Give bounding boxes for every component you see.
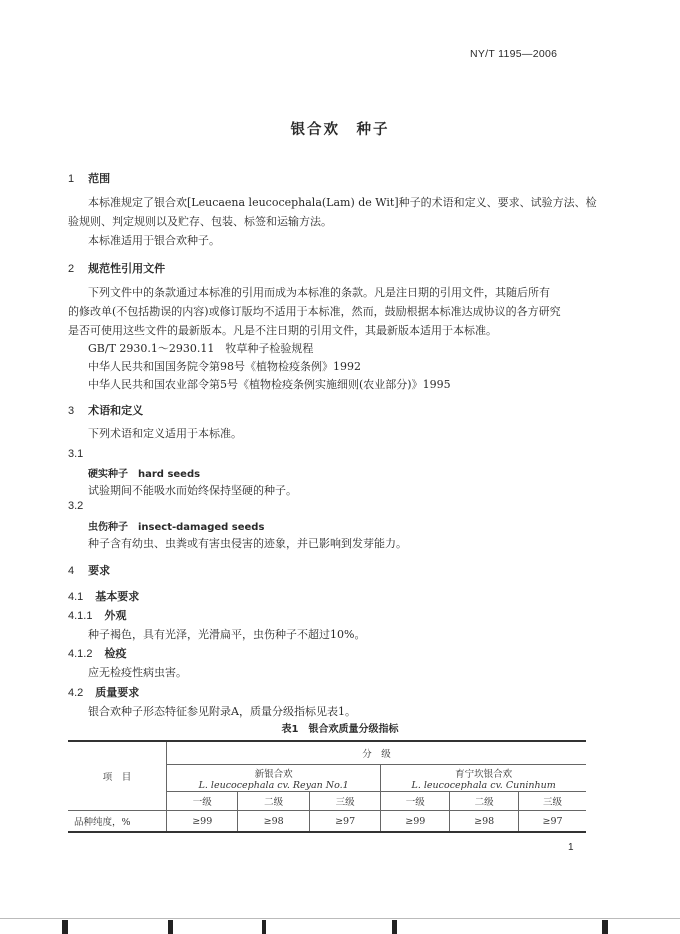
term-name: 虫伤种子 insect-damaged seeds — [88, 522, 265, 533]
binding-mark — [262, 920, 266, 934]
section-4-1-number: 4.1 — [68, 591, 84, 603]
row-label: 品种纯度，% — [68, 811, 167, 833]
grade-cell: 三级 — [309, 792, 380, 811]
section-2-number: 2 — [68, 263, 75, 275]
reference-item: 中华人民共和国国务院令第98号《植物检疫条例》1992 — [88, 360, 361, 373]
reference-item: GB/T 2930.1～2930.11 牧草种子检验规程 — [88, 342, 314, 355]
references-para-line-1: 下列文件中的条款通过本标准的引用而成为本标准的条款。凡是注日期的引用文件，其随后所有 — [88, 286, 550, 299]
term-number: 3.2 — [68, 500, 84, 512]
grade-header: 分 级 — [167, 741, 587, 765]
section-4-2-title: 质量要求 — [95, 686, 140, 699]
section-3-number: 3 — [68, 405, 75, 417]
variety-1-header — [167, 765, 381, 792]
term-number: 3.1 — [68, 448, 84, 460]
variety-2-header — [381, 765, 586, 792]
variety-2-name: 育宁坎银合欢 — [455, 768, 513, 780]
section-4-1-heading — [68, 588, 139, 604]
value-cell: ≥97 — [309, 811, 380, 833]
value-cell: ≥99 — [381, 811, 450, 833]
section-4-1-2-heading — [68, 645, 126, 661]
grade-cell: 二级 — [450, 792, 519, 811]
binding-mark — [168, 920, 173, 934]
section-3-heading — [68, 402, 143, 418]
section-4-1-title: 基本要求 — [95, 590, 140, 603]
section-4-title: 要求 — [88, 564, 111, 577]
quarantine-requirement: 应无检疫性病虫害。 — [88, 666, 187, 679]
value-cell: ≥98 — [450, 811, 519, 833]
section-4-2-heading — [68, 684, 139, 700]
section-1-number: 1 — [68, 173, 75, 185]
scope-para-line-1: 本标准规定了银合欢[Leucaena leucocephala(Lam) de Wit]种子的术语和定义、要求、试验方法、检 — [88, 196, 597, 209]
grade-cell: 一级 — [381, 792, 450, 811]
section-4-2-number: 4.2 — [68, 687, 84, 699]
table-row — [68, 811, 586, 833]
standard-code: NY/T 1195—2006 — [470, 48, 558, 60]
section-4-heading — [68, 562, 110, 578]
quality-grade-table — [68, 740, 586, 833]
grade-cell: 一级 — [167, 792, 238, 811]
section-2-heading — [68, 260, 165, 276]
section-4-1-1-heading — [68, 607, 126, 623]
references-para-line-2: 的修改单(不包括勘误的内容)或修订版均不适用于本标准，然而，鼓励根据本标准达成协议的各方研究 — [68, 305, 561, 318]
item-header: 项 目 — [68, 741, 167, 811]
value-cell: ≥98 — [238, 811, 309, 833]
grade-cell: 二级 — [238, 792, 309, 811]
section-4-1-2-title: 检疫 — [104, 647, 127, 660]
section-1-title: 范围 — [88, 172, 111, 185]
scope-applicability: 本标准适用于银合欢种子。 — [88, 234, 220, 247]
table-title: 表1 银合欢质量分级指标 — [281, 724, 399, 735]
scope-para-line-2: 验规则、判定规则以及贮存、包装、标签和运输方法。 — [68, 215, 332, 228]
section-4-number: 4 — [68, 565, 75, 577]
binding-mark — [392, 920, 397, 934]
binding-mark — [62, 920, 68, 934]
binding-mark — [602, 920, 608, 934]
page-number: 1 — [568, 842, 574, 853]
scan-edge-line — [0, 918, 680, 919]
section-1-heading — [68, 170, 110, 186]
section-4-1-1-number: 4.1.1 — [68, 610, 93, 622]
appearance-requirement: 种子褐色，具有光泽，光滑扁平，虫伤种子不超过10%。 — [88, 628, 366, 641]
section-4-1-2-number: 4.1.2 — [68, 648, 93, 660]
value-cell: ≥97 — [519, 811, 586, 833]
variety-1-latin: L. leucocephala cv. Reyan No.1 — [198, 779, 349, 791]
grade-cell: 三级 — [519, 792, 586, 811]
terms-intro: 下列术语和定义适用于本标准。 — [88, 427, 242, 440]
reference-item: 中华人民共和国农业部令第5号《植物检疫条例实施细则(农业部分)》1995 — [88, 378, 451, 391]
value-cell: ≥99 — [167, 811, 238, 833]
quality-requirement-text: 银合欢种子形态特征参见附录A，质量分级指标见表1。 — [88, 705, 356, 718]
term-definition: 种子含有幼虫、虫粪或有害虫侵害的迹象，并已影响到发芽能力。 — [88, 537, 407, 550]
variety-1-name: 新银合欢 — [254, 768, 293, 780]
document-title: 银合欢 种子 — [290, 122, 390, 138]
term-definition: 试验期间不能吸水而始终保持坚硬的种子。 — [88, 484, 297, 497]
section-2-title: 规范性引用文件 — [88, 262, 166, 275]
variety-2-latin: L. leucocephala cv. Cuninhum — [411, 779, 556, 791]
term-name: 硬实种子 hard seeds — [88, 469, 201, 480]
section-3-title: 术语和定义 — [88, 404, 144, 417]
section-4-1-1-title: 外观 — [104, 609, 127, 622]
references-para-line-3: 是否可使用这些文件的最新版本。凡是不注日期的引用文件，其最新版本适用于本标准。 — [68, 324, 497, 337]
